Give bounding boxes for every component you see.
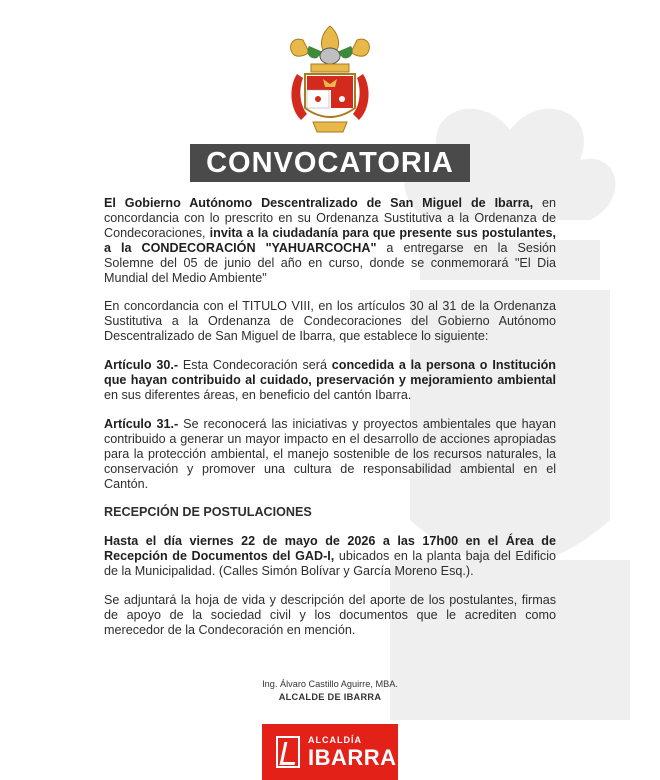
signatory-role: ALCALDE DE IBARRA [278,692,382,702]
logo-line-2: IBARRA [308,744,397,770]
intro-text-1: en concordancia con lo prescrito en su Ordenanza Sustitutiva a la Ordenanza de Condecoraciones, [104,196,556,240]
announcement-body [104,196,556,638]
coat-of-arms-icon [283,22,377,140]
intro-text-2: a entregarse en la Sesión Solemne del 05 de junio del año en curso, donde se conmemorará "El Dia Mundial del Medio Ambiente" [104,240,556,285]
signatory-name: Ing. Álvaro Castillo Aguirre, MBA. [262,679,398,689]
logo-mark-icon [276,736,300,768]
article-30-text-1: Esta Condecoración será [178,358,332,373]
gad-name: El Gobierno Autónomo Descentralizado de San Miguel de Ibarra, [104,196,534,210]
article-30-label: Artículo 30.- [104,358,179,373]
page-title: CONVOCATORIA [190,144,470,182]
article-31-text: Se reconocerá las iniciativas y proyectos ambientales que hayan contribuido a generar un mayor impacto en el desarrollo de acciones apropiadas para la protección ambiental, el manejo sostenible de los recursos naturales, la conservación y promover una cultura de responsabilidad ambiental en el Cantón. [104,416,556,491]
context-paragraph: En concordancia con el TITULO VIII, en los artículos 30 al 31 de la Ordenanza Sustitutiva a la Ordenanza de Condecoraciones del Gobierno Autónomo Descentralizado de San Miguel de Ibarra, que establece lo siguiente: [104,299,556,344]
deadline-bold: Hasta el día viernes 22 de mayo de 2026 a las 17h00 en el Área de Recepción de Documentos del GAD-I, [104,534,556,564]
article-30-text-2: en sus diferentes áreas, en beneficio del cantón Ibarra. [104,387,412,402]
article-30-paragraph [104,358,556,403]
deadline-text: ubicados en la planta baja del Edificio de la Municipalidad. (Calles Simón Bolívar y García Moreno Esq.). [104,549,556,579]
reception-heading: RECEPCIÓN DE POSTULACIONES [104,505,312,520]
logo-line-1: ALCALDÍA [308,734,362,745]
intro-paragraph [104,196,556,285]
deadline-paragraph [104,534,556,579]
alcaldia-ibarra-logo [262,724,398,780]
invitation-text: invita a la ciudadanía para que presente sus postulantes, a la CONDECORACIÓN "YAHUARCOCHA" [104,225,556,255]
requirements-paragraph: Se adjuntará la hoja de vida y descripción del aporte de los postulantes, firmas de apoyo de la sociedad civil y los documentos que le acrediten como merecedor de la Condecoración en mención. [104,593,556,637]
article-31-paragraph [104,417,556,492]
article-30-bold: concedida a la persona o Institución que hayan contribuido al cuidado, preservación y mejoramiento ambiental [104,358,556,388]
article-31-label: Artículo 31.- [104,416,179,431]
